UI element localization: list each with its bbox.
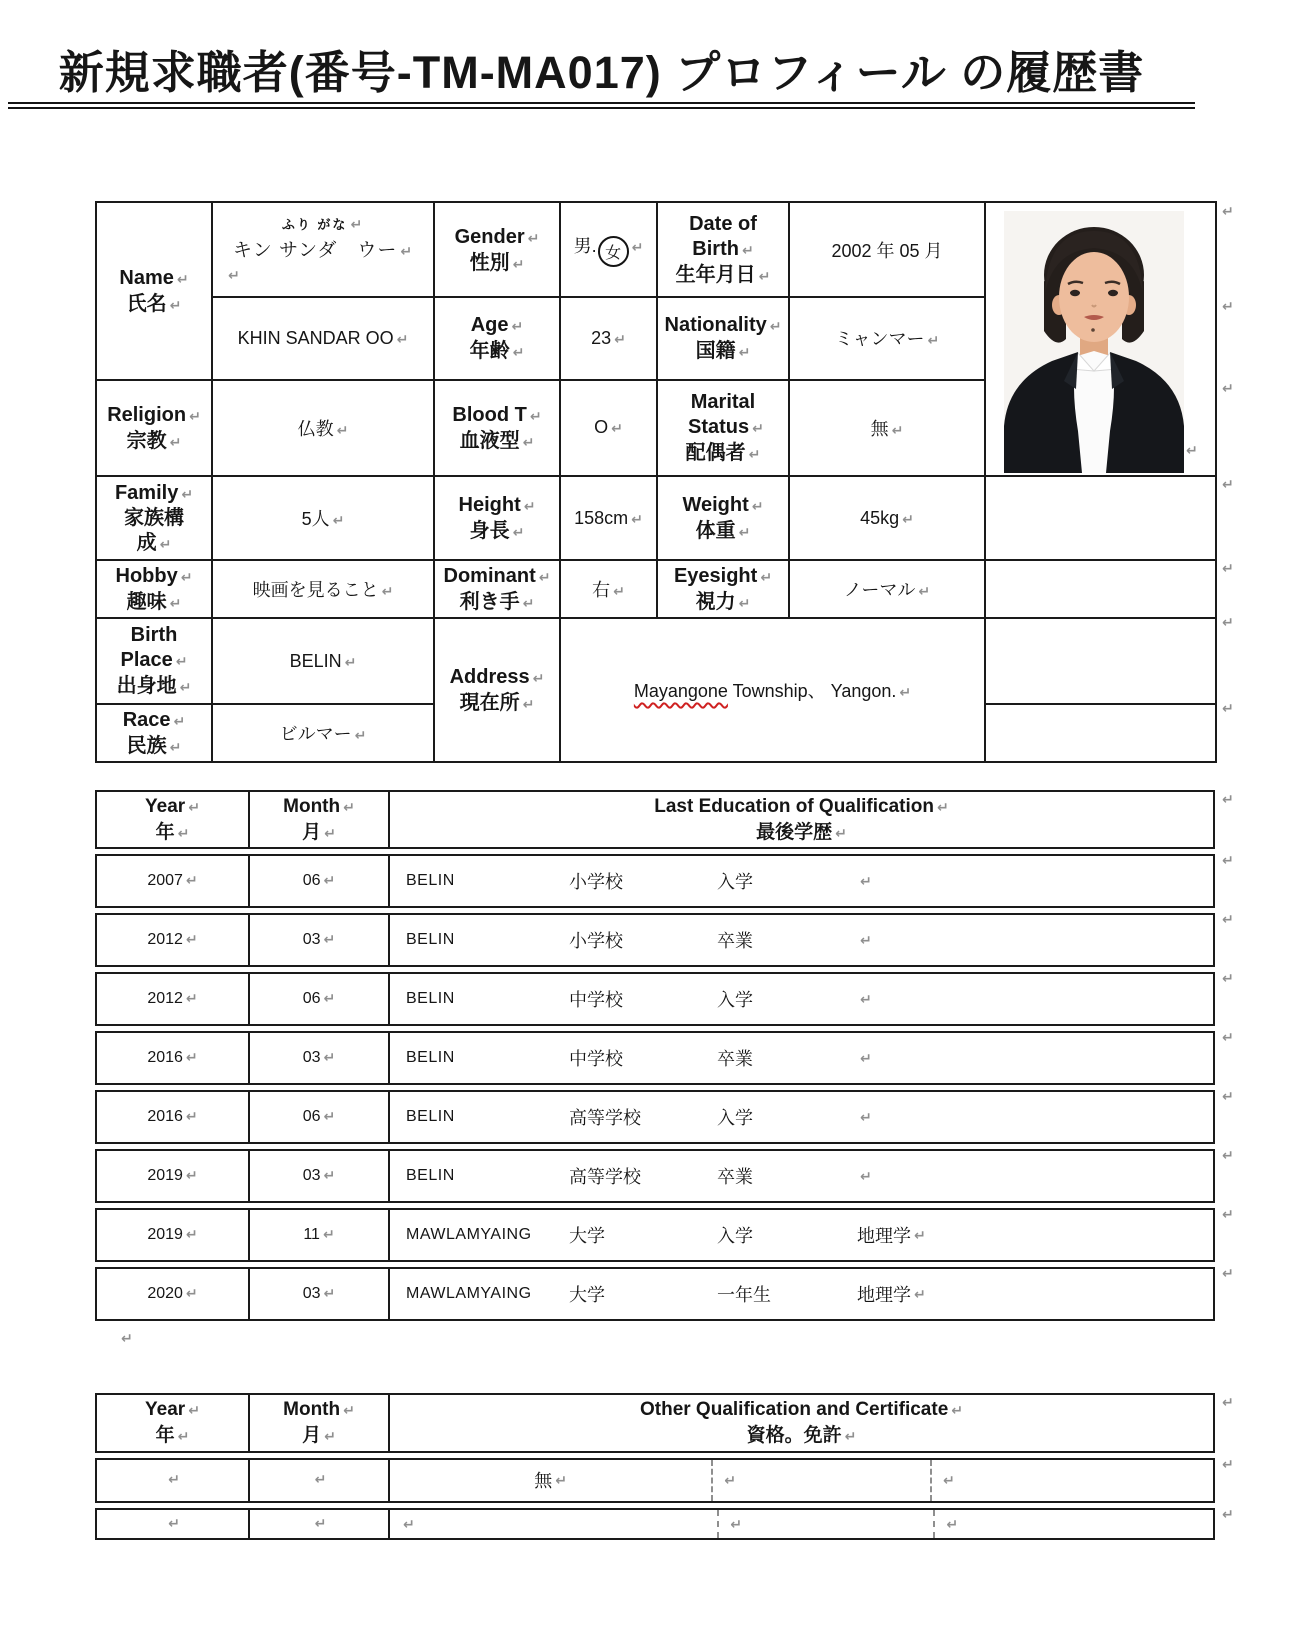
age-value: 23 bbox=[591, 327, 612, 348]
paragraph-mark: ↵ bbox=[730, 1515, 742, 1532]
paragraph-mark: ↵ bbox=[860, 1168, 872, 1185]
paragraph-mark: ↵ bbox=[1222, 970, 1234, 986]
paragraph-mark: ↵ bbox=[159, 536, 172, 552]
eyesight-label-cell: Eyesight ↵ 視力 ↵ bbox=[657, 560, 789, 618]
paragraph-mark: ↵ bbox=[946, 1515, 959, 1532]
paragraph-mark: ↵ bbox=[176, 270, 189, 287]
paragraph-mark: ↵ bbox=[1222, 852, 1234, 868]
qualification-row bbox=[95, 1458, 1215, 1503]
height-label-cell: Height ↵ 身長 ↵ bbox=[434, 476, 560, 560]
race-label-cell: Race ↵ 民族 ↵ bbox=[96, 704, 212, 762]
paragraph-mark: ↵ bbox=[169, 595, 182, 611]
photo-column-empty-cell bbox=[985, 618, 1216, 704]
paragraph-mark: ↵ bbox=[185, 1049, 198, 1066]
paragraph-mark: ↵ bbox=[1222, 1029, 1234, 1045]
paragraph-mark: ↵ bbox=[752, 419, 764, 436]
qualification-month-header: Month ↵ 月 ↵ bbox=[250, 1393, 390, 1452]
paragraph-mark: ↵ bbox=[169, 739, 182, 755]
paragraph-mark: ↵ bbox=[1186, 442, 1198, 458]
paragraph-mark: ↵ bbox=[1222, 476, 1234, 492]
paragraph-mark: ↵ bbox=[323, 990, 336, 1007]
age-label-cell: Age ↵ 年齢 ↵ bbox=[434, 297, 560, 379]
education-title-header: Last Education of Qualification ↵ 最後学歴 ↵ bbox=[390, 790, 1215, 849]
paragraph-mark: ↵ bbox=[529, 407, 542, 424]
paragraph-mark: ↵ bbox=[185, 990, 198, 1007]
paragraph-mark: ↵ bbox=[523, 498, 536, 514]
photo-column-empty-cell bbox=[985, 560, 1216, 618]
address-label-cell: Address ↵ 現在所 ↵ bbox=[434, 618, 560, 762]
paragraph-mark: ↵ bbox=[538, 569, 551, 585]
paragraph-mark: ↵ bbox=[332, 512, 345, 528]
race-value-cell bbox=[212, 704, 434, 762]
paragraph-mark: ↵ bbox=[343, 1402, 355, 1419]
blood-label-cell: Blood T ↵ 血液型 ↵ bbox=[434, 380, 560, 476]
qualification-sub-cell bbox=[717, 1510, 933, 1538]
marital-value-cell bbox=[789, 380, 985, 476]
paragraph-mark: ↵ bbox=[343, 799, 355, 815]
paragraph-mark: ↵ bbox=[350, 216, 365, 233]
paragraph-mark: ↵ bbox=[323, 1108, 336, 1125]
religion-label-cell: Religion ↵ 宗教 ↵ bbox=[96, 380, 212, 476]
paragraph-mark: ↵ bbox=[323, 1049, 336, 1066]
family-label-cell: Family ↵ 家族構成 ↵ bbox=[96, 476, 212, 560]
paragraph-mark: ↵ bbox=[951, 1402, 963, 1419]
qualification-none-value: 無 bbox=[534, 1471, 553, 1492]
paragraph-mark: ↵ bbox=[1222, 1456, 1234, 1473]
paragraph-mark: ↵ bbox=[168, 1514, 180, 1531]
education-row: 2012 ↵ 03 ↵ BELIN 小学校 卒業 ↵ bbox=[95, 913, 1215, 967]
paragraph-mark: ↵ bbox=[177, 824, 190, 841]
paragraph-mark: ↵ bbox=[314, 1514, 327, 1531]
paragraph-mark: ↵ bbox=[180, 569, 193, 585]
eyesight-value: ノーマル bbox=[843, 580, 916, 600]
education-row: 2012 ↵ 06 ↵ BELIN 中学校 入学 ↵ bbox=[95, 972, 1215, 1026]
dob-value: 2002 年 05 月 bbox=[831, 240, 943, 261]
paragraph-mark-line bbox=[118, 1330, 1299, 1358]
education-table-wrap bbox=[95, 785, 1234, 1326]
paragraph-mark: ↵ bbox=[724, 1472, 736, 1489]
paragraph-mark: ↵ bbox=[1222, 1088, 1234, 1104]
paragraph-mark: ↵ bbox=[185, 1167, 198, 1184]
paragraph-mark: ↵ bbox=[835, 824, 847, 841]
furigana-name-value: キン サンダ ウー bbox=[232, 240, 398, 262]
age-value-cell bbox=[560, 297, 657, 379]
paragraph-mark: ↵ bbox=[1222, 1147, 1234, 1163]
paragraph-mark: ↵ bbox=[185, 1226, 198, 1243]
dob-label-cell: Date of Birth ↵ 生年月日 ↵ bbox=[657, 202, 789, 297]
paragraph-mark: ↵ bbox=[1222, 560, 1234, 576]
paragraph-mark: ↵ bbox=[738, 344, 751, 361]
paragraph-mark: ↵ bbox=[902, 510, 914, 527]
name-label-cell bbox=[96, 202, 212, 380]
paragraph-mark: ↵ bbox=[169, 433, 182, 450]
profile-row-4 bbox=[96, 476, 1216, 560]
paragraph-mark: ↵ bbox=[188, 1402, 200, 1419]
name-label-ja: 氏名 bbox=[126, 292, 167, 315]
furigana-name-cell bbox=[212, 202, 434, 297]
family-value: 5人 bbox=[301, 509, 330, 529]
qualification-row bbox=[95, 1508, 1215, 1540]
education-row: 2019 ↵ 11 ↵ MAWLAMYAING 大学 入学 地理学 ↵ bbox=[95, 1208, 1215, 1262]
paragraph-mark: ↵ bbox=[631, 510, 643, 527]
paragraph-mark: ↵ bbox=[1222, 1265, 1234, 1281]
paragraph-mark: ↵ bbox=[937, 799, 949, 815]
photo-column-empty-cell bbox=[985, 476, 1216, 560]
paragraph-mark: ↵ bbox=[322, 1226, 335, 1243]
gender-male-text: 男. bbox=[573, 236, 597, 257]
address-value-cell bbox=[560, 618, 985, 762]
profile-table-wrap bbox=[95, 201, 1234, 763]
address-rest: Township、 Yangon. bbox=[727, 681, 897, 701]
name-label-en: Name bbox=[119, 266, 174, 289]
paragraph-mark: ↵ bbox=[1222, 791, 1234, 807]
qualification-sub-cell bbox=[930, 1460, 1213, 1501]
page-title: 新規求職者(番号-TM-MA017) プロフィール の履歴書 bbox=[58, 47, 1145, 98]
qualification-title-header: Other Qualification and Certificate ↵ 資格。免許 ↵ bbox=[390, 1393, 1215, 1452]
birthplace-value-cell bbox=[212, 618, 434, 704]
eyesight-value-cell bbox=[789, 560, 985, 618]
birthplace-value: BELIN bbox=[289, 650, 342, 671]
paragraph-mark: ↵ bbox=[324, 1427, 336, 1444]
paragraph-mark: ↵ bbox=[914, 1286, 926, 1303]
paragraph-mark: ↵ bbox=[611, 420, 623, 437]
height-value-cell bbox=[560, 476, 657, 560]
paragraph-mark: ↵ bbox=[177, 1427, 190, 1444]
paragraph-mark: ↵ bbox=[522, 433, 535, 450]
photo-column-empty-cell bbox=[985, 704, 1216, 762]
paragraph-mark: ↵ bbox=[512, 255, 525, 272]
paragraph-mark: ↵ bbox=[860, 991, 872, 1008]
paragraph-mark: ↵ bbox=[1222, 911, 1234, 927]
dominant-label-cell: Dominant ↵ 利き手 ↵ bbox=[434, 560, 560, 618]
paragraph-mark: ↵ bbox=[400, 243, 414, 260]
paragraph-mark: ↵ bbox=[860, 873, 872, 890]
paragraph-mark: ↵ bbox=[748, 445, 761, 462]
paragraph-mark: ↵ bbox=[314, 1471, 327, 1488]
weight-value: 45kg bbox=[860, 507, 900, 528]
paragraph-mark: ↵ bbox=[927, 332, 940, 349]
paragraph-mark: ↵ bbox=[1222, 1394, 1234, 1411]
paragraph-mark: ↵ bbox=[336, 421, 349, 438]
paragraph-mark: ↵ bbox=[512, 344, 525, 361]
paragraph-mark: ↵ bbox=[344, 653, 357, 670]
paragraph-mark: ↵ bbox=[522, 696, 535, 712]
paragraph-mark: ↵ bbox=[323, 1285, 336, 1302]
hobby-value: 映画を見ること bbox=[252, 580, 379, 600]
paragraph-mark: ↵ bbox=[918, 583, 931, 599]
education-table bbox=[95, 785, 1215, 1326]
profile-row-1 bbox=[96, 202, 1216, 297]
qualification-sub-cell bbox=[711, 1460, 930, 1501]
qualification-table-wrap bbox=[95, 1388, 1234, 1544]
education-row: 2020 ↵ 03 ↵ MAWLAMYAING 大学 一年生 地理学 ↵ bbox=[95, 1267, 1215, 1321]
paragraph-mark: ↵ bbox=[512, 524, 525, 540]
paragraph-mark: ↵ bbox=[185, 872, 198, 889]
qualification-none-cell bbox=[390, 1460, 711, 1501]
hobby-value-cell bbox=[212, 560, 434, 618]
paragraph-mark: ↵ bbox=[168, 1471, 180, 1488]
paragraph-mark: ↵ bbox=[1222, 1506, 1234, 1523]
qualification-table bbox=[95, 1388, 1215, 1544]
furigana-caption: ふり がな bbox=[281, 217, 348, 233]
paragraph-mark: ↵ bbox=[185, 931, 198, 948]
paragraph-mark: ↵ bbox=[738, 595, 751, 611]
nationality-value: ミャンマー bbox=[834, 329, 925, 350]
gender-label-cell: Gender ↵ 性別 ↵ bbox=[434, 202, 560, 297]
nationality-label-cell: Nationality ↵ 国籍 ↵ bbox=[657, 297, 789, 379]
height-value: 158cm bbox=[574, 507, 629, 528]
paragraph-mark: ↵ bbox=[354, 727, 367, 743]
paragraph-mark: ↵ bbox=[173, 713, 186, 729]
hobby-label-cell: Hobby ↵ 趣味 ↵ bbox=[96, 560, 212, 618]
gender-female-circled: 女 bbox=[598, 236, 629, 267]
blood-value-cell bbox=[560, 380, 657, 476]
paragraph-mark: ↵ bbox=[381, 583, 394, 599]
paragraph-mark: ↵ bbox=[511, 318, 524, 335]
paragraph-mark: ↵ bbox=[403, 1515, 415, 1532]
education-row: 2019 ↵ 03 ↵ BELIN 高等学校 卒業 ↵ bbox=[95, 1149, 1215, 1203]
paragraph-mark: ↵ bbox=[899, 684, 912, 700]
nationality-value-cell bbox=[789, 297, 985, 379]
paragraph-mark: ↵ bbox=[914, 1227, 926, 1244]
paragraph-mark: ↵ bbox=[751, 498, 764, 514]
paragraph-mark: ↵ bbox=[1222, 614, 1234, 630]
marital-value: 無 bbox=[870, 418, 889, 439]
blood-value: O bbox=[594, 417, 609, 438]
paragraph-mark: ↵ bbox=[175, 653, 188, 669]
qualification-sub-cell bbox=[933, 1510, 1213, 1538]
paragraph-mark: ↵ bbox=[1222, 203, 1234, 219]
paragraph-mark: ↵ bbox=[860, 1109, 872, 1126]
face bbox=[1059, 252, 1129, 342]
address-misspelled-word: Mayangone bbox=[633, 681, 728, 701]
profile-row-5 bbox=[96, 560, 1216, 618]
paragraph-mark: ↵ bbox=[891, 421, 904, 438]
paragraph-mark: ↵ bbox=[1222, 700, 1234, 716]
paragraph-mark: ↵ bbox=[169, 296, 182, 313]
paragraph-mark: ↵ bbox=[179, 679, 192, 695]
paragraph-mark: ↵ bbox=[844, 1427, 857, 1444]
paragraph-mark: ↵ bbox=[323, 872, 336, 889]
qualification-year-header: Year ↵ 年 ↵ bbox=[95, 1393, 250, 1452]
id-photo bbox=[1004, 211, 1184, 473]
qualification-sub-cell bbox=[390, 1510, 717, 1538]
profile-row-6 bbox=[96, 618, 1216, 704]
weight-label-cell: Weight ↵ 体重 ↵ bbox=[657, 476, 789, 560]
dob-value-cell bbox=[789, 202, 985, 297]
paragraph-mark: ↵ bbox=[741, 241, 754, 258]
document-title-block bbox=[8, 36, 1195, 109]
paragraph-mark: ↵ bbox=[324, 824, 336, 841]
id-photo-cell bbox=[985, 202, 1216, 476]
qualification-header-row bbox=[95, 1393, 1215, 1452]
paragraph-mark: ↵ bbox=[522, 595, 535, 611]
education-year-header: Year ↵ 年 ↵ bbox=[95, 790, 250, 849]
gender-value-cell bbox=[560, 202, 657, 297]
paragraph-mark: ↵ bbox=[323, 1167, 336, 1184]
paragraph-mark: ↵ bbox=[185, 1108, 198, 1125]
religion-value-cell bbox=[212, 380, 434, 476]
paragraph-mark: ↵ bbox=[228, 267, 240, 284]
paragraph-mark: ↵ bbox=[769, 318, 782, 335]
paragraph-mark: ↵ bbox=[532, 670, 545, 686]
paragraph-mark: ↵ bbox=[1222, 380, 1234, 396]
paragraph-mark: ↵ bbox=[527, 229, 540, 246]
name-roman-cell bbox=[212, 297, 434, 379]
race-value: ビルマー bbox=[279, 724, 352, 744]
paragraph-mark: ↵ bbox=[942, 1472, 955, 1489]
name-roman-value: KHIN SANDAR OO bbox=[237, 327, 394, 348]
dominant-value-cell bbox=[560, 560, 657, 618]
paragraph-mark: ↵ bbox=[860, 1050, 872, 1067]
weight-value-cell bbox=[789, 476, 985, 560]
education-row: 2007 ↵ 06 ↵ BELIN 小学校 入学 ↵ bbox=[95, 854, 1215, 908]
religion-value: 仏教 bbox=[297, 418, 334, 439]
paragraph-mark: ↵ bbox=[555, 1472, 567, 1489]
education-row: 2016 ↵ 06 ↵ BELIN 高等学校 入学 ↵ bbox=[95, 1090, 1215, 1144]
paragraph-mark: ↵ bbox=[1222, 1206, 1234, 1222]
paragraph-mark: ↵ bbox=[189, 407, 201, 424]
paragraph-mark: ↵ bbox=[121, 1330, 133, 1347]
paragraph-mark: ↵ bbox=[188, 799, 200, 815]
paragraph-mark: ↵ bbox=[738, 524, 751, 540]
paragraph-mark: ↵ bbox=[631, 239, 644, 256]
birthplace-label-cell: Birth Place ↵ 出身地 ↵ bbox=[96, 618, 212, 704]
paragraph-mark: ↵ bbox=[758, 267, 771, 284]
mole bbox=[1091, 328, 1095, 332]
paragraph-mark: ↵ bbox=[760, 569, 773, 585]
paragraph-mark: ↵ bbox=[323, 931, 336, 948]
paragraph-mark: ↵ bbox=[396, 330, 409, 347]
paragraph-mark: ↵ bbox=[181, 486, 194, 502]
family-value-cell bbox=[212, 476, 434, 560]
paragraph-mark: ↵ bbox=[185, 1285, 198, 1302]
marital-label-cell: Marital Status ↵ 配偶者 ↵ bbox=[657, 380, 789, 476]
education-header-row bbox=[95, 790, 1215, 849]
paragraph-mark: ↵ bbox=[613, 583, 625, 599]
education-month-header: Month ↵ 月 ↵ bbox=[250, 790, 390, 849]
profile-table bbox=[95, 201, 1217, 763]
paragraph-mark: ↵ bbox=[614, 330, 626, 347]
education-row: 2016 ↵ 03 ↵ BELIN 中学校 卒業 ↵ bbox=[95, 1031, 1215, 1085]
dominant-value: 右 bbox=[592, 580, 611, 600]
paragraph-mark: ↵ bbox=[860, 932, 872, 949]
paragraph-mark: ↵ bbox=[1222, 298, 1234, 314]
